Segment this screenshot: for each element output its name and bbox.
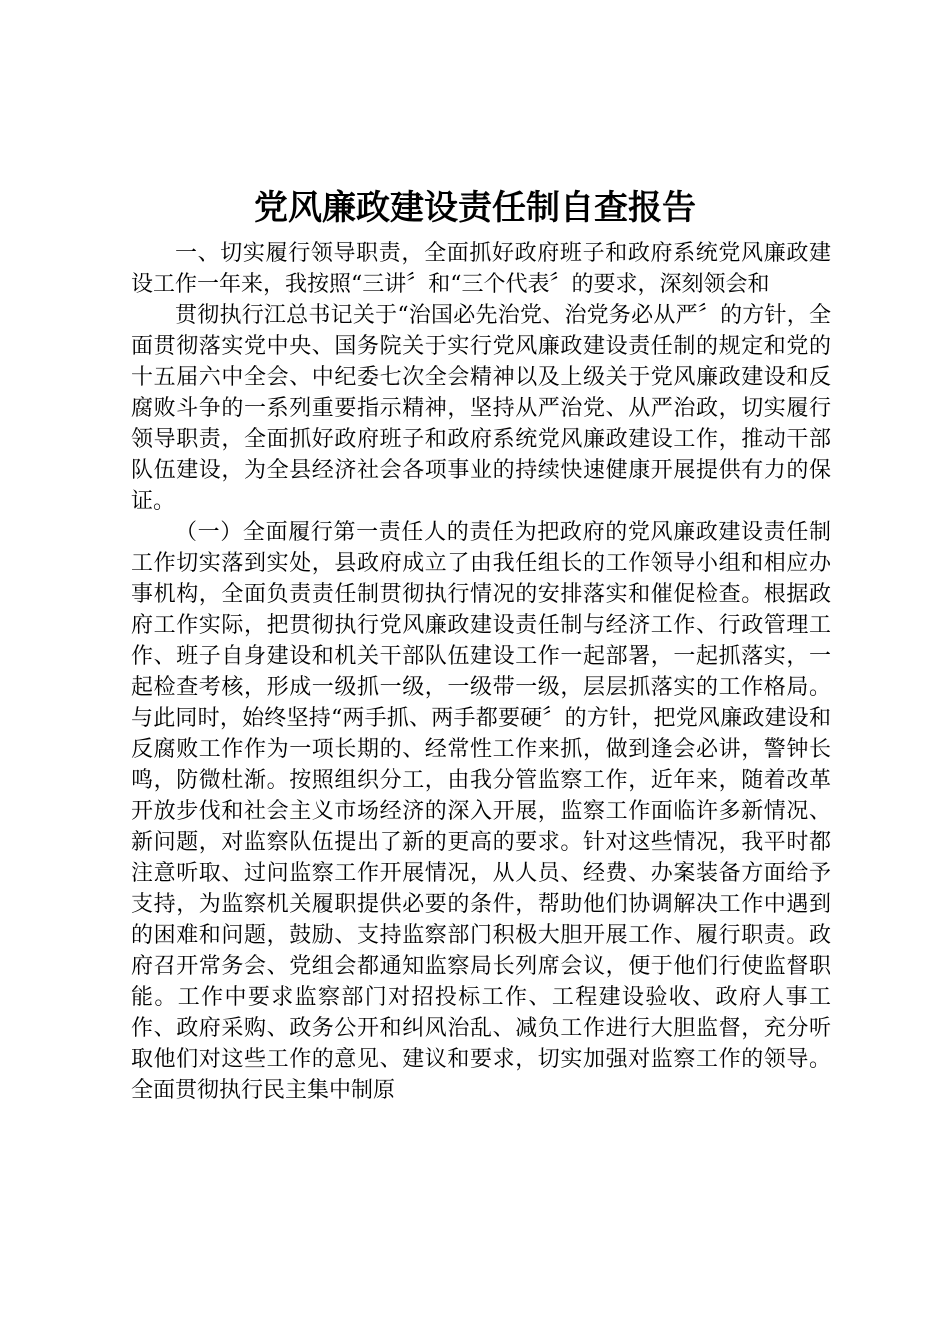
paragraph-2: 贯彻执行江总书记关于“治国必先治党、治党务必从严〞的方针，全面贯彻落实党中央、国务院关于实行党风廉政建设责任制的规定和党的十五届六中全会、中纪委七次全会精神以及上级关于党风廉政建设和反腐败斗争的一系列重要指示精神，坚持从严治党、从严治政，切实履行领导职责，全面抓好政府班子和政府系统党风廉政建设工作，推动干部队伍建设，为全县经济社会各项事业的持续快速健康开展提供有力的保证。: [131, 303, 831, 514]
paragraph-3: （一）全面履行第一责任人的责任为把政府的党风廉政建设责任制工作切实落到实处，县政府成立了由我任组长的工作领导小组和相应办事机构，全面负责责任制贯彻执行情况的安排落实和催促检查。根据政府工作实际，把贯彻执行党风廉政建设责任制与经济工作、行政管理工作、班子自身建设和机关干部队伍建设工作一起部署，一起抓落实，一起检查考核，形成一级抓一级，一级带一级，层层抓落实的工作格局。与此同时，始终坚持“两手抓、两手都要硬〞的方针，把党风廉政建设和反腐败工作作为一项长期的、经常性工作来抓，做到逢会必讲，警钟长鸣，防微杜渐。按照组织分工，由我分管监察工作，近年来，随着改革开放步伐和社会主义市场经济的深入开展，监察工作面临许多新情况、新问题，对监察队伍提出了新的更高的要求。针对这些情况，我平时都注意听取、过问监察工作开展情况，从人员、经费、办案装备方面给予支持，为监察机关履职提供必要的条件，帮助他们协调解决工作中遇到的困难和问题，鼓励、支持监察部门积极大胆开展工作、履行职责。政府召开常务会、党组会都通知监察局长列席会议，便于他们行使监督职能。工作中要求监察部门对招投标工作、工程建设验收、政府人事工作、政府采购、政务公开和纠风治乱、减负工作进行大胆监督，充分听取他们对这些工作的意见、建议和要求，切实加强对监察工作的领导。全面贯彻执行民主集中制原: [131, 520, 831, 1103]
paragraph-1: 一、切实履行领导职责，全面抓好政府班子和政府系统党风廉政建设工作一年来，我按照“三讲〞和“三个代表〞的要求，深刻领会和: [131, 241, 831, 297]
document-title: 党风廉政建设责任制自查报告: [254, 188, 696, 228]
document-body: [131, 238, 831, 1106]
